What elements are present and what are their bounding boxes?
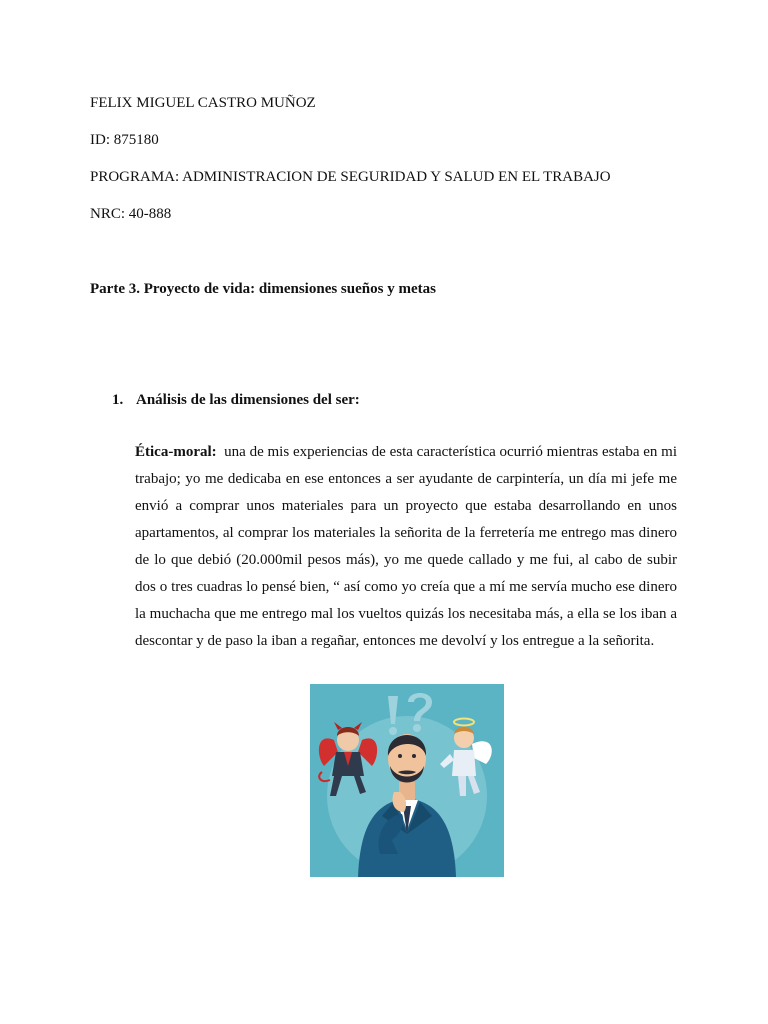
program-name: PROGRAMA: ADMINISTRACION DE SEGURIDAD Y SALUD EN EL TRABAJO: [90, 169, 611, 185]
section-heading: [112, 391, 360, 409]
paragraph-text: una de mis experiencias de esta característica ocurrió mientras estaba en mi trabajo; yo me dedicaba en ese entonces a ser ayudante de carpintería, un día mi jefe me envió a comprar unos materiales para un proyecto que estaba desarrollando en unos apartamentos, al comprar los materiales la señorita de la ferretería me entrego mas dinero de lo que debió (20.000mil pesos más), yo me quede callado y me fui, al cabo de subir dos o tres cuadras lo pensé bien, “ así como yo creía que a mí me servía mucho ese dinero la muchacha que me entrego mal los vueltos quizás los necesitaba más, a ella se los iban a descontar y de paso la iban a regañar, entonces me devolví y los entregue a la señorita.: [135, 444, 678, 649]
paragraph-label: Ética-moral:: [135, 444, 217, 460]
thinking-man-devil-angel-illustration: [310, 684, 504, 877]
section-number: 1.: [112, 392, 124, 408]
part-title: Parte 3. Proyecto de vida: dimensiones sueños y metas: [90, 281, 436, 297]
section-title: Análisis de las dimensiones del ser:: [136, 392, 360, 408]
student-id: ID: 875180: [90, 132, 159, 148]
nrc-code: NRC: 40-888: [90, 206, 172, 222]
author-name: FELIX MIGUEL CASTRO MUÑOZ: [90, 95, 316, 111]
ethics-paragraph: [135, 439, 677, 655]
